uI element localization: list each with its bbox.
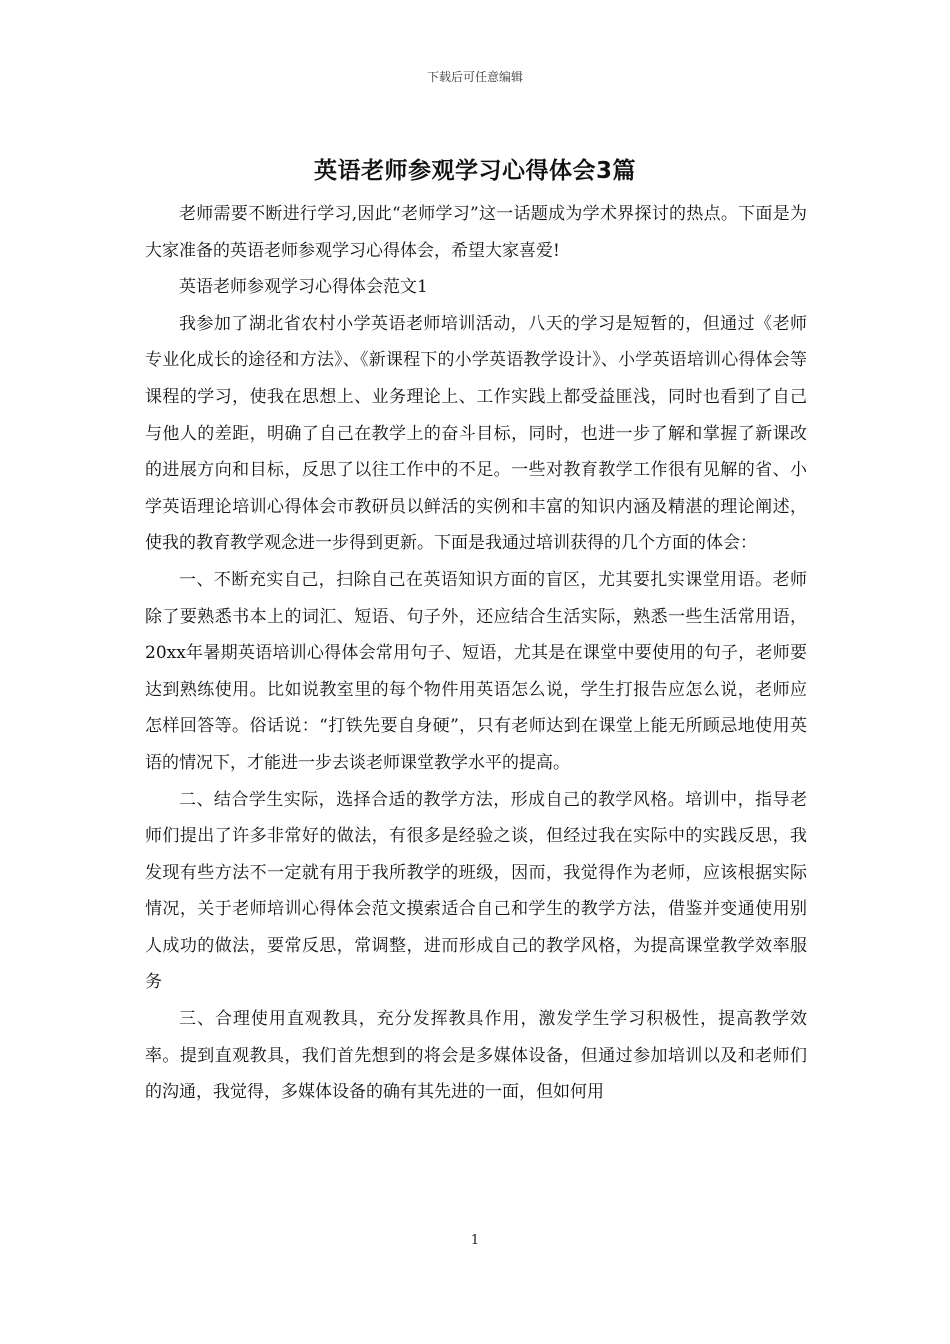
paragraph-body-1: 我参加了湖北省农村小学英语老师培训活动，八天的学习是短暂的，但通过《老师专业化成长的途径和方法》、《新课程下的小学英语教学设计》、小学英语培训心得体会等课程的学习，使我在思想上、业务理论上、工作实践上都受益匪浅，同时也看到了自己与他人的差距，明确了自己在教学上的奋斗目标，同时，也进一步了解和掌握了新课改的进展方向和目标，反思了以往工作中的不足。一些对教育教学工作很有见解的省、小学英语理论培训心得体会市教研员以鲜活的实例和丰富的知识内涵及精湛的理论阐述，使我的教育教学观念进一步得到更新。下面是我通过培训获得的几个方面的体会：: [145, 313, 807, 554]
paragraph-section-heading: 英语老师参观学习心得体会范文1: [179, 277, 428, 298]
paragraph-intro: 老师需要不断进行学习,因此“老师学习”这一话题成为学术界探讨的热点。下面是为大家准备的英语老师参观学习心得体会，希望大家喜爱!: [145, 204, 807, 261]
paragraph-point-3: 三、合理使用直观教具，充分发挥教具作用，激发学生学习积极性，提高教学效率。提到直观教具，我们首先想到的将会是多媒体设备，但通过参加培训以及和老师们的沟通，我觉得，多媒体设备的确有其先进的一面，但如何用: [145, 1009, 807, 1103]
header-note: 下载后可任意编辑: [426, 70, 523, 84]
document-body: [145, 196, 807, 1111]
paragraph-point-2: 二、结合学生实际，选择合适的教学方法，形成自己的教学风格。培训中，指导老师们提出了许多非常好的做法，有很多是经验之谈，但经过我在实际中的实践反思，我发现有些方法不一定就有用于我所教学的班级，因而，我觉得作为老师，应该根据实际情况，关于老师培训心得体会范文摸索适合自己和学生的教学方法，借鉴并变通使用别人成功的做法，要常反思，常调整，进而形成自己的教学风格，为提高课堂教学效率服务: [145, 789, 807, 993]
page-number: 1: [470, 1233, 480, 1248]
document-title: 英语老师参观学习心得体会3篇: [313, 158, 636, 184]
paragraph-point-1: 一、不断充实自己，扫除自己在英语知识方面的盲区，尤其要扎实课堂用语。老师除了要熟悉书本上的词汇、短语、句子外，还应结合生活实际，熟悉一些生活常用语，20xx年暑期英语培训心得体会常用句子、短语，尤其是在课堂中要使用的句子，老师要达到熟练使用。比如说教室里的每个物件用英语怎么说，学生打报告应怎么说，老师应怎样回答等。俗话说：“打铁先要自身硬”，只有老师达到在课堂上能无所顾忌地使用英语的情况下，才能进一步去谈老师课堂教学水平的提高。: [145, 569, 807, 773]
